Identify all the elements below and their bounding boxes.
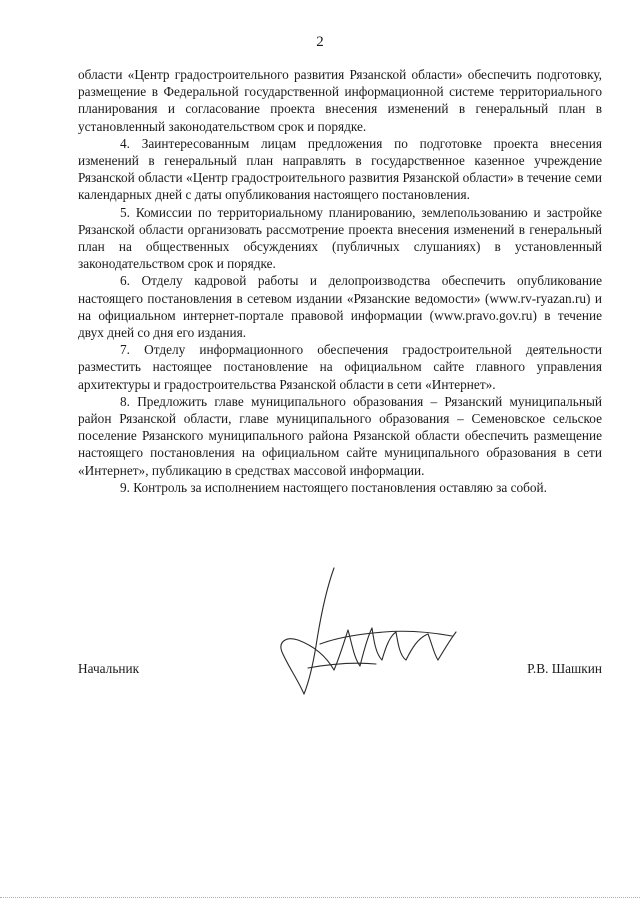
handwritten-signature bbox=[268, 560, 468, 710]
signoff-name: Р.В. Шашкин bbox=[527, 661, 602, 676]
page-bottom-edge bbox=[0, 897, 640, 898]
signoff-position: Начальник bbox=[78, 661, 140, 676]
paragraph-item-5: 5. Комиссии по территориальному планированию, землепользованию и застройке Рязанской области организовать рассмотрение проекта внесения изменений в генеральный план на общественных обсуждениях (публичных слушаниях) в установленный законодательством срок и порядке. bbox=[78, 204, 602, 272]
page-number: 2 bbox=[316, 34, 324, 50]
paragraph-continuation: области «Центр градостроительного развития Рязанской области» обеспечить подготовку, размещение в Федеральной государственной информационной системе территориального планирования и согласование проекта внесения изменений в генеральный план в установленный законодательством срок и порядке. bbox=[78, 67, 602, 134]
paragraph-item-9: 9. Контроль за исполнением настоящего постановления оставляю за собой. bbox=[120, 479, 547, 495]
paragraph-item-4: 4. Заинтересованным лицам предложения по подготовке проекта внесения изменений в генеральный план направлять в государственное казенное учреждение Рязанской области «Центр градостроительного развития Рязанской области» в течение семи календарных дней с даты опубликования настоящего постановления. bbox=[78, 135, 602, 203]
paragraph-item-8: 8. Предложить главе муниципального образования – Рязанский муниципальный район Рязанской области, главе муниципального образования – Семеновское сельское поселение Рязанского муниципального района Рязанской области обеспечить размещение настоящего постановления на официальном сайте муниципального образования в сети «Интернет», публикацию в средствах массовой информации. bbox=[78, 393, 602, 478]
paragraph-item-6: 6. Отделу кадровой работы и делопроизводства обеспечить опубликование настоящего постановления в сетевом издании «Рязанские ведомости» (www.rv-ryazan.ru) и на официальном интернет-портале правовой информации (www.pravo.gov.ru) в течение двух дней со дня его издания. bbox=[78, 273, 602, 341]
document-body bbox=[78, 66, 602, 496]
paragraph-item-7: 7. Отделу информационного обеспечения градостроительной деятельности разместить настоящее постановление на официальном сайте главного управления архитектуры и градостроительства Рязанской области в сети «Интернет». bbox=[78, 342, 602, 392]
